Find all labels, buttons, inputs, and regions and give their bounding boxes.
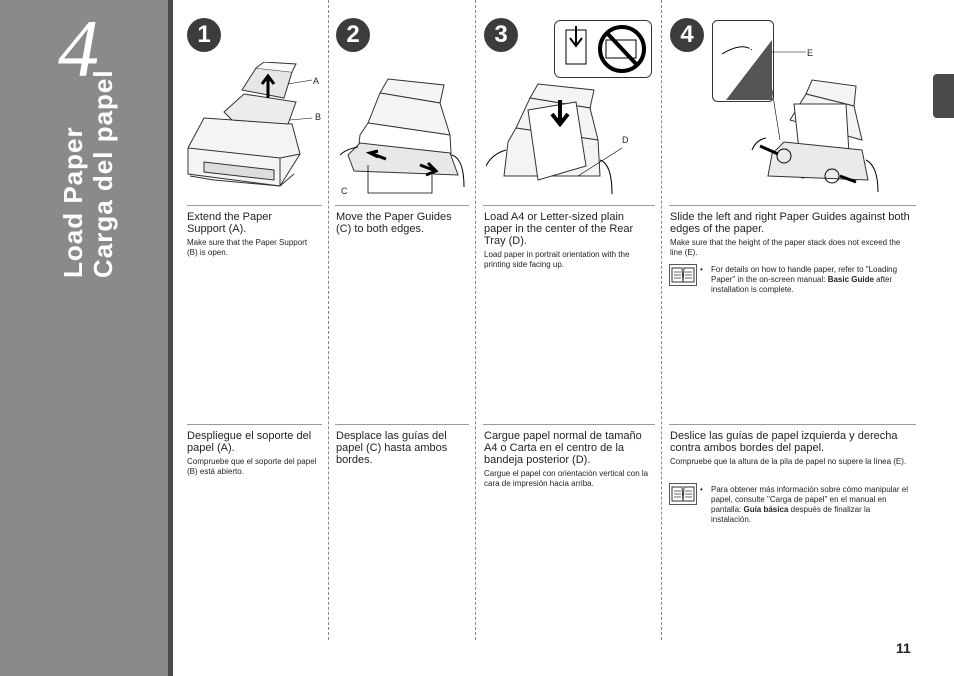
label-c: C	[341, 186, 348, 196]
section-tab	[933, 74, 954, 118]
rule	[669, 424, 916, 425]
sidebar-title-rotated	[0, 0, 168, 676]
label-b: B	[315, 112, 322, 122]
sidebar-edge	[168, 0, 173, 676]
page-number: 11	[896, 640, 911, 656]
step3-es-title: Cargue papel normal de tamaño A4 o Carta en el centro de la bandeja posterior (D).	[484, 430, 642, 466]
step4-es-note: Para obtener más información sobre cómo manipular el papel, consulte "Carga de papel" en el manual en pantalla: Guía básica después de finalizar la instalación.	[711, 485, 908, 524]
step4-en-title: Slide the left and right Paper Guides against both edges of the paper.	[670, 211, 910, 235]
title-es: Carga del papel	[88, 69, 118, 278]
step-badge-2: 2	[336, 18, 370, 52]
step4-es-sub: Compruebe que la altura de la pila de papel no supere la línea (E).	[670, 457, 907, 466]
label-d: D	[622, 135, 629, 145]
manual-book-icon	[669, 483, 697, 505]
step1-en-sub: Make sure that the Paper Support (B) is open.	[187, 238, 308, 257]
step4-en-sub: Make sure that the height of the paper stack does not exceed the line (E).	[670, 238, 901, 257]
step4-es-title: Deslice las guías de papel izquierda y derecha contra ambos bordes del papel.	[670, 430, 898, 454]
guides-illustration-step4	[750, 30, 880, 195]
step-badge-3: 3	[484, 18, 518, 52]
step1-es-title: Despliegue el soporte del papel (A).	[187, 430, 312, 454]
bullet: •	[700, 265, 703, 274]
title-en: Load Paper	[58, 126, 88, 278]
label-a: A	[313, 76, 320, 86]
step2-es-title: Desplace las guías del papel (C) hasta ambos bordes.	[336, 430, 448, 466]
sidebar	[0, 0, 168, 676]
rule	[669, 205, 916, 206]
manual-book-icon	[669, 264, 697, 286]
step3-en-sub: Load paper in portrait orientation with the printing side facing up.	[484, 250, 630, 269]
printer-illustration-step1	[184, 62, 324, 192]
bullet: •	[700, 485, 703, 494]
rule	[483, 424, 655, 425]
orientation-icon	[554, 20, 652, 78]
step2-en-title: Move the Paper Guides (C) to both edges.	[336, 211, 452, 235]
step3-es-sub: Cargue el papel con orientación vertical con la cara de impresión hacia arriba.	[484, 469, 649, 488]
rule	[335, 424, 469, 425]
column-divider	[661, 0, 662, 640]
paper-guides-illustration-step2	[340, 75, 468, 200]
label-e: E	[807, 48, 814, 58]
step1-es-sub: Compruebe que el soporte del papel (B) está abierto.	[187, 457, 317, 476]
column-divider	[328, 0, 329, 640]
step1-en-title: Extend the Paper Support (A).	[187, 211, 273, 235]
step-badge-4: 4	[670, 18, 704, 52]
rule	[335, 205, 469, 206]
rule	[483, 205, 655, 206]
step3-en-title: Load A4 or Letter-sized plain paper in the center of the Rear Tray (D).	[484, 211, 634, 247]
column-divider	[475, 0, 476, 640]
rule	[187, 205, 322, 206]
step4-en-note: For details on how to handle paper, refer to "Loading Paper" in the on-screen manual: Basic Guide after installation is complete.	[711, 265, 898, 294]
rule	[187, 424, 322, 425]
section-step-number: 4	[58, 3, 99, 94]
step-badge-1: 1	[187, 18, 221, 52]
